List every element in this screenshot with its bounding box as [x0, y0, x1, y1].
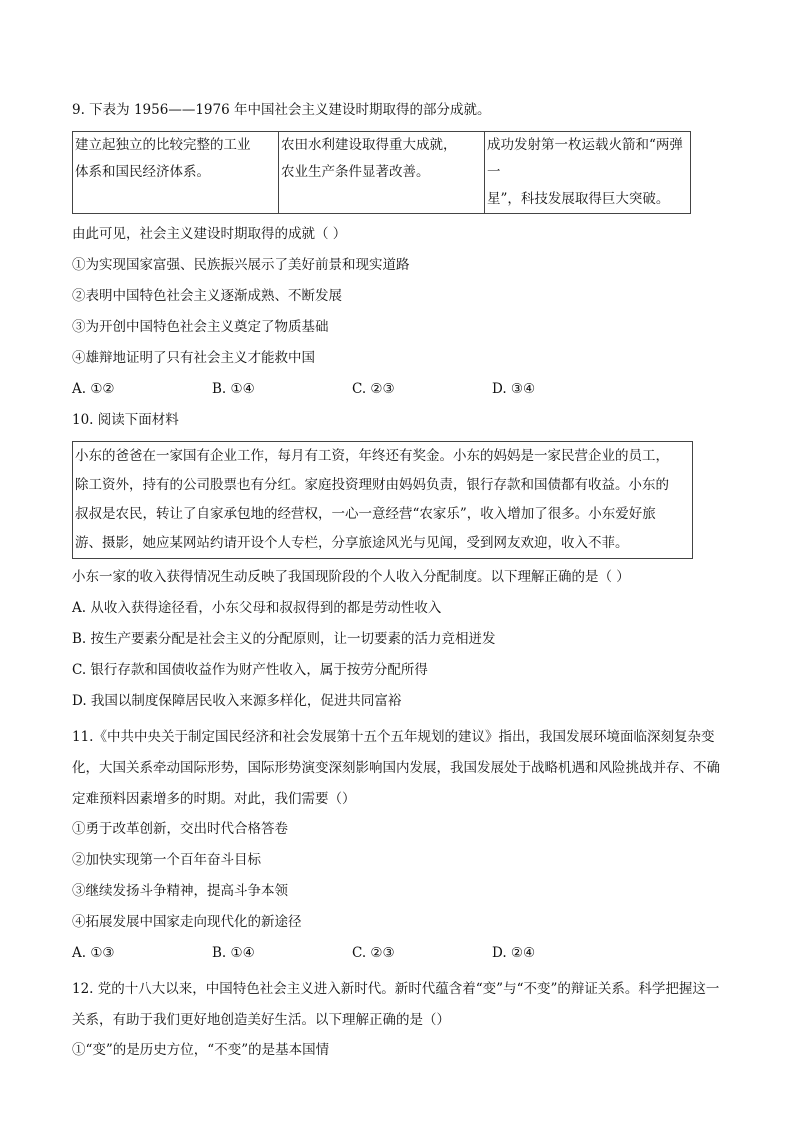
- question-9: [72, 100, 722, 399]
- q10-material-line-2: 除工资外，持有的公司股票也有分红。家庭投资理财由妈妈负责，银行存款和国债都有收益。小东的: [75, 477, 669, 493]
- q10-stem: 10. 阅读下面材料: [72, 412, 179, 428]
- q9-stem: 9. 下表为 1956——1976 年中国社会主义建设时期取得的部分成就。: [72, 102, 491, 118]
- q9-question: 由此可见，社会主义建设时期取得的成就（ ）: [72, 226, 347, 242]
- q9-item-1: ①为实现国家富强、民族振兴展示了美好前景和现实道路: [72, 257, 410, 273]
- table-cell-industry: 建立起独立的比较完整的工业 体系和国民经济体系。: [73, 132, 279, 214]
- option-b[interactable]: B. ①④: [212, 381, 255, 397]
- q10-material-line-4: 游、摄影，她应某网站约请开设个人专栏，分享旅途风光与见闻，受到网友欢迎，收入不菲。: [75, 535, 629, 551]
- q11-item-1: ①勇于改革创新，交出时代合格答卷: [72, 821, 288, 837]
- q11-stem: 11.《中共中央关于制定国民经济和社会发展第十五个五年规划的建议》指出，我国发展环境面临深刻复杂变化，大国关系牵动国际形势，国际形势演变深刻影响国内发展，我国发展处于战略机遇和风险挑战并存、不确定难预料因素增多的时期。对此，我们需要（）: [72, 729, 720, 807]
- question-11: [72, 722, 722, 963]
- option-c[interactable]: C. 银行存款和国债收益作为财产性收入，属于按劳分配所得: [72, 662, 428, 678]
- q10-material-line-1: 小东的爸爸在一家国有企业工作，每月有工资，年终还有奖金。小东的妈妈是一家民营企业的员工，: [75, 448, 669, 464]
- q11-item-2: ②加快实现第一个百年奋斗目标: [72, 852, 261, 868]
- q10-question: 小东一家的收入获得情况生动反映了我国现阶段的个人收入分配制度。以下理解正确的是（ ）: [72, 569, 630, 585]
- q11-item-3: ③继续发扬斗争精神，提高斗争本领: [72, 883, 288, 899]
- q11-options: [72, 943, 722, 963]
- option-a[interactable]: A. ①②: [72, 381, 115, 397]
- q11-item-4: ④拓展发展中国家走向现代化的新途径: [72, 914, 302, 930]
- option-a[interactable]: A. ①③: [72, 945, 115, 961]
- option-b[interactable]: B. ①④: [212, 945, 255, 961]
- option-d[interactable]: D. ②④: [492, 945, 536, 961]
- q12-item-1: ①“变”的是历史方位，“不变”的是基本国情: [72, 1042, 330, 1058]
- option-c[interactable]: C. ②③: [352, 945, 395, 961]
- q9-item-3: ③为开创中国特色社会主义奠定了物质基础: [72, 319, 329, 335]
- exam-page: [72, 100, 722, 1071]
- q9-item-2: ②表明中国特色社会主义逐渐成熟、不断发展: [72, 288, 342, 304]
- question-10: [72, 410, 722, 711]
- q10-material-line-3: 叔叔是农民，转让了自家承包地的经营权，一心一意经营“农家乐”，收入增加了很多。小东爱好旅: [75, 506, 656, 522]
- q9-options: [72, 379, 722, 399]
- table-cell-technology: 成功发射第一枚运载火箭和“两弹一 星”，科技发展取得巨大突破。: [485, 132, 691, 214]
- q12-stem: 12. 党的十八大以来，中国特色社会主义进入新时代。新时代蕴含着“变”与“不变”的辩证关系。科学把握这一关系，有助于我们更好地创造美好生活。以下理解正确的是（）: [72, 981, 720, 1028]
- q9-achievements-table: [72, 131, 691, 214]
- option-c[interactable]: C. ②③: [352, 381, 395, 397]
- q9-item-4: ④雄辩地证明了只有社会主义才能救中国: [72, 350, 315, 366]
- table-row: [73, 132, 691, 214]
- question-12: [72, 974, 722, 1060]
- option-d[interactable]: D. 我国以制度保障居民收入来源多样化，促进共同富裕: [72, 693, 402, 709]
- table-cell-agriculture: 农田水利建设取得重大成就， 农业生产条件显著改善。: [279, 132, 485, 214]
- q10-material-box: [72, 441, 693, 559]
- option-b[interactable]: B. 按生产要素分配是社会主义的分配原则，让一切要素的活力竞相迸发: [72, 631, 496, 647]
- option-a[interactable]: A. 从收入获得途径看，小东父母和叔叔得到的都是劳动性收入: [72, 600, 442, 616]
- option-d[interactable]: D. ③④: [492, 381, 536, 397]
